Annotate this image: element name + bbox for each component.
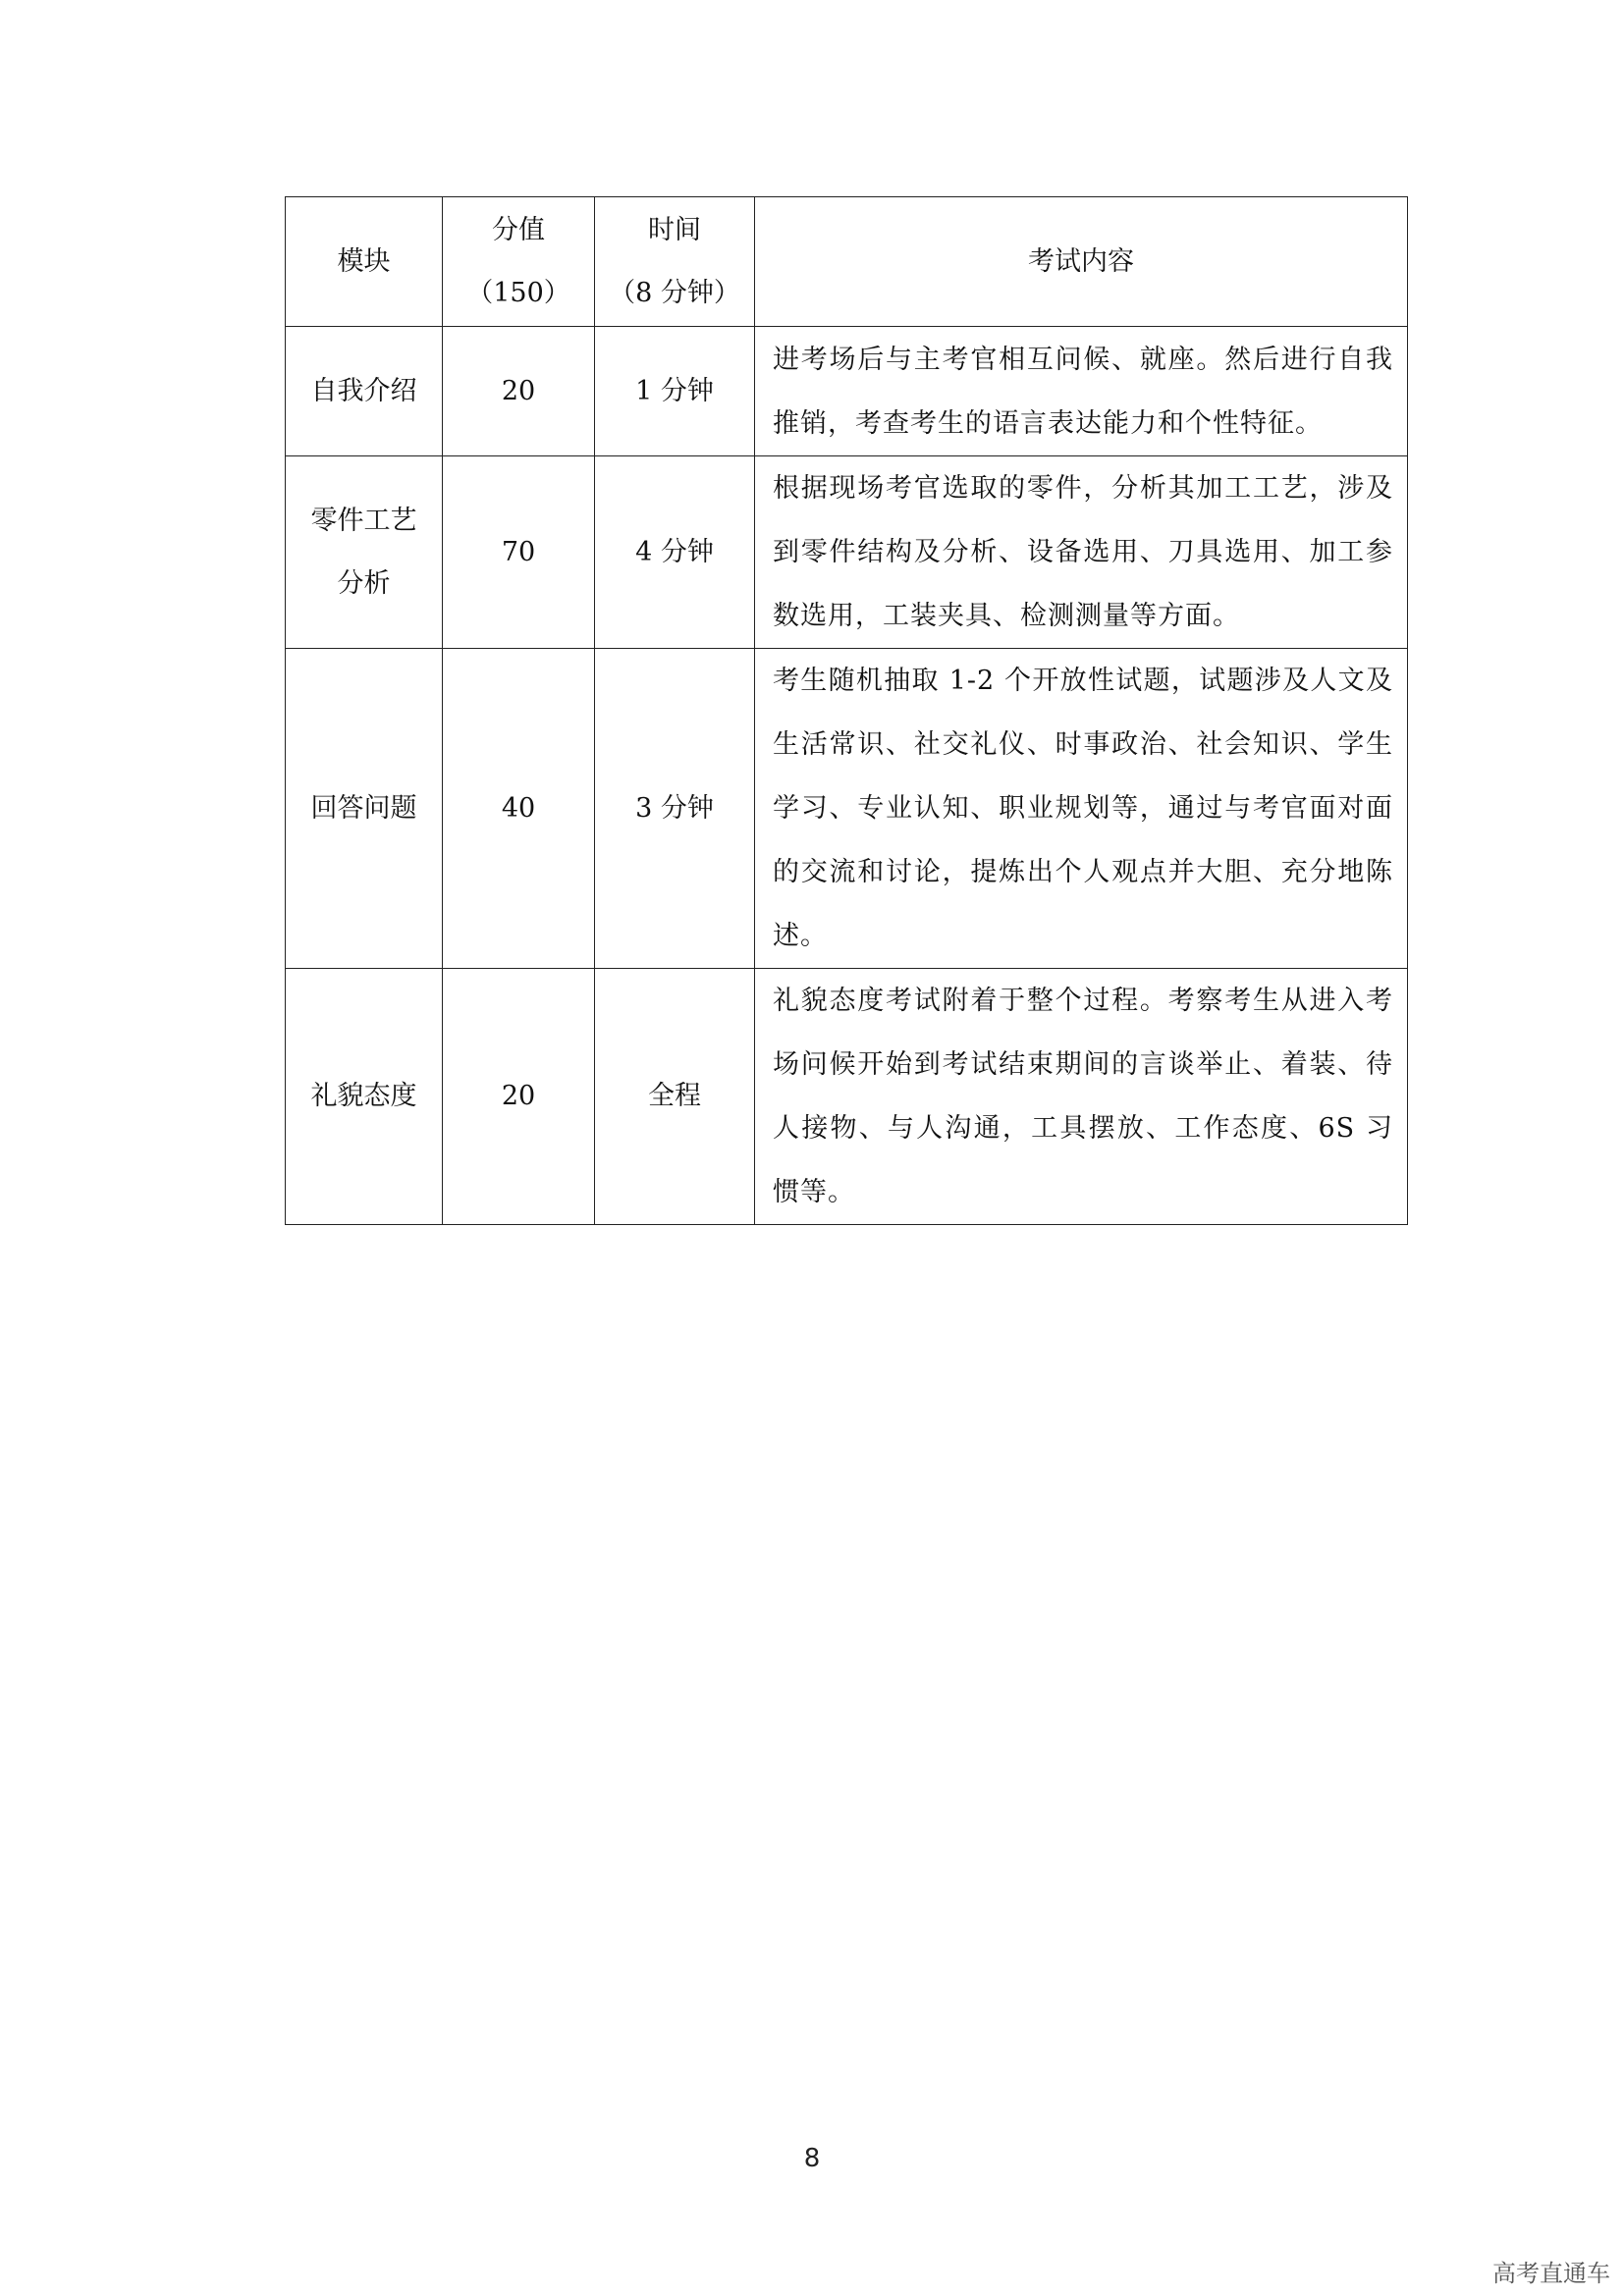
cell-score: 20 [443,327,595,456]
table-row [286,456,1408,649]
cell-module [286,969,443,1225]
table-row [286,649,1408,969]
cell-content: 根据现场考官选取的零件，分析其加工工艺，涉及到零件结构及分析、设备选用、刀具选用、加工参数选用，工装夹具、检测测量等方面。 [755,456,1408,649]
header-score [443,197,595,327]
cell-module [286,327,443,456]
module-line: 分析 [337,567,391,599]
cell-module [286,649,443,969]
cell-score: 20 [443,969,595,1225]
page-number: 8 [803,2144,821,2173]
header-module: 模块 [286,197,443,327]
header-time-label: 时间 [648,214,701,245]
cell-module [286,456,443,649]
cell-content: 考生随机抽取 1-2 个开放性试题，试题涉及人文及生活常识、社交礼仪、时事政治、社会知识、学生学习、专业认知、职业规划等，通过与考官面对面的交流和讨论，提炼出个人观点并大胆、充分地陈述。 [755,649,1408,969]
module-line: 回答问题 [310,792,417,824]
module-line: 自我介绍 [310,375,417,406]
table-row [286,969,1408,1225]
cell-time: 3 分钟 [595,649,755,969]
module-line: 礼貌态度 [310,1081,417,1111]
cell-score: 40 [443,649,595,969]
header-time [595,197,755,327]
cell-time: 4 分钟 [595,456,755,649]
table-row [286,327,1408,456]
module-line: 零件工艺 [310,505,417,536]
header-score-total: （150） [466,277,570,308]
header-time-total: （8 分钟） [609,277,740,308]
cell-content: 礼貌态度考试附着于整个过程。考察考生从进入考场问候开始到考试结束期间的言谈举止、着装、待人接物、与人沟通，工具摆放、工作态度、6S 习惯等。 [755,969,1408,1225]
cell-time: 1 分钟 [595,327,755,456]
header-content: 考试内容 [755,197,1408,327]
table-header-row [286,197,1408,327]
cell-content: 进考场后与主考官相互问候、就座。然后进行自我推销，考查考生的语言表达能力和个性特征。 [755,327,1408,456]
exam-content-table [285,196,1408,1225]
cell-score: 70 [443,456,595,649]
header-score-label: 分值 [492,214,545,245]
cell-time: 全程 [595,969,755,1225]
watermark: 高考直通车 [1492,2260,1610,2287]
